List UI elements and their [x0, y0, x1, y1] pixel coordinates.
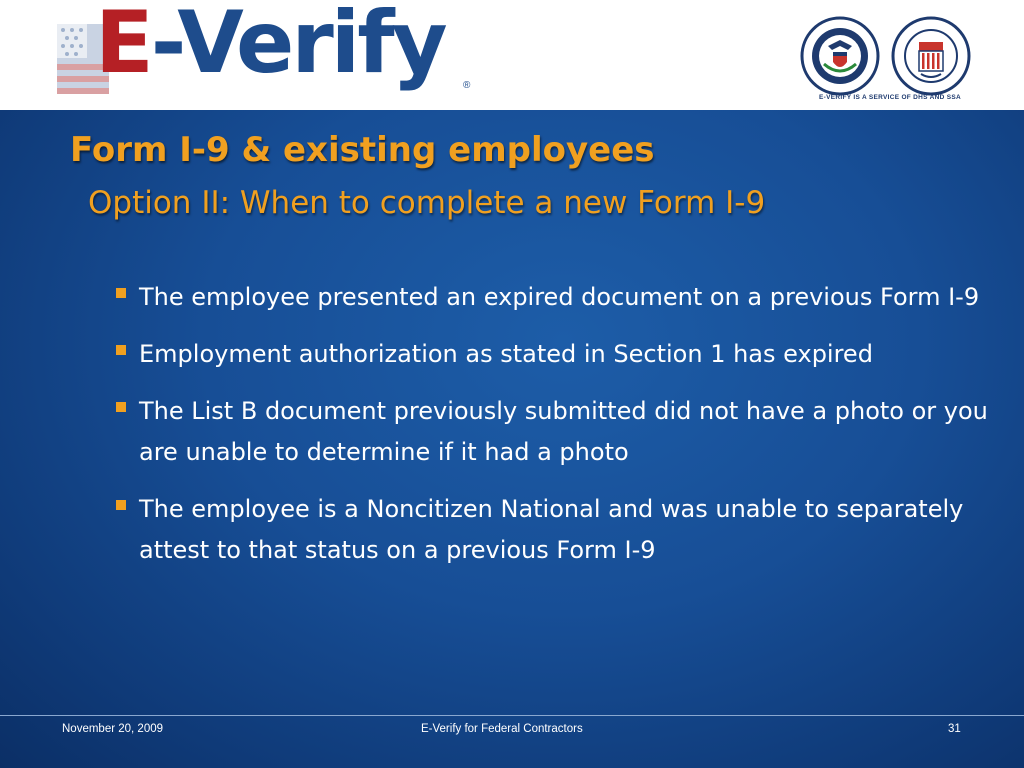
square-bullet-icon — [116, 402, 126, 412]
bullet-list — [112, 277, 992, 587]
dhs-seal-icon — [800, 16, 880, 96]
bullet-item — [112, 334, 992, 375]
footer-divider — [0, 715, 1024, 716]
slide-subtitle: Option II: When to complete a new Form I-9 — [88, 185, 766, 221]
bullet-text: The employee is a Noncitizen National and was unable to separately attest to that status on a previous Form I-9 — [139, 495, 964, 564]
square-bullet-icon — [116, 345, 126, 355]
bullet-item — [112, 277, 992, 318]
slide-header — [0, 0, 1024, 110]
slide-body — [0, 110, 1024, 768]
registered-mark: ® — [463, 80, 471, 91]
bullet-text: The List B document previously submitted did not have a photo or you are unable to determine if it had a photo — [139, 397, 988, 466]
slide-title: Form I-9 & existing employees — [70, 130, 655, 170]
seals-caption: E-VERIFY IS A SERVICE OF DHS AND SSA — [818, 94, 962, 101]
bullet-text: Employment authorization as stated in Section 1 has expired — [139, 340, 873, 368]
e-verify-logo — [55, 0, 475, 106]
bullet-item — [112, 391, 992, 473]
bullet-item — [112, 489, 992, 571]
footer-date: November 20, 2009 — [62, 723, 164, 735]
agency-seals — [795, 12, 985, 104]
ssa-seal-icon — [891, 16, 971, 96]
square-bullet-icon — [116, 288, 126, 298]
square-bullet-icon — [116, 500, 126, 510]
e-verify-wordmark: E-Verify — [95, 0, 445, 93]
page-number: 31 — [948, 723, 961, 735]
bullet-text: The employee presented an expired document on a previous Form I-9 — [139, 283, 980, 311]
footer-title: E-Verify for Federal Contractors — [421, 723, 583, 735]
